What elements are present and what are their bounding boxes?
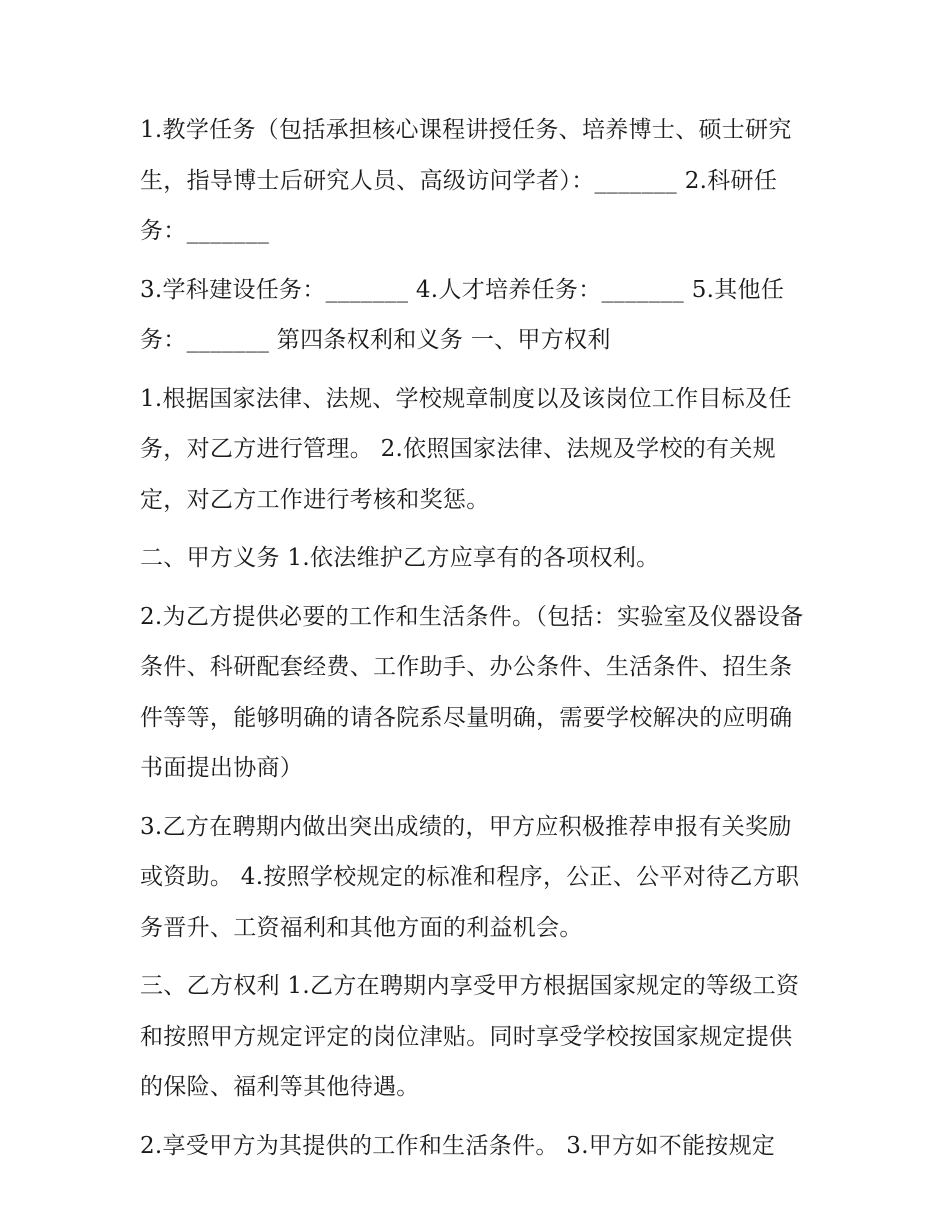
paragraph-party-b-conditions: 2.享受甲方为其提供的工作和生活条件。 3.甲方如不能按规定 bbox=[140, 1132, 776, 1159]
paragraph-party-b-rights: 三、乙方权利 1.乙方在聘期内享受甲方根据国家规定的等级工资和按照甲方规定评定的岗位津贴。同时享受学校按国家规定提供的保险、福利等其他待遇。 bbox=[140, 973, 800, 1100]
paragraph-awards-promotion: 3.乙方在聘期内做出突出成绩的，甲方应积极推荐申报有关奖励或资助。 4.按照学校规定的标准和程序，公正、公平对待乙方职务晋升、工资福利和其他方面的利益机会。 bbox=[140, 813, 800, 941]
paragraph-teaching-research-tasks: 1.教学任务（包括承担核心课程讲授任务、培养博士、硕士研究生，指导博士后研究人员、高级访问学者）：_______ 2.科研任务：_______ bbox=[140, 117, 792, 244]
paragraph-party-a-rights: 1.根据国家法律、法规、学校规章制度以及该岗位工作目标及任务，对乙方进行管理。 2.依照国家法律、法规及学校的有关规定，对乙方工作进行考核和奖惩。 bbox=[140, 385, 792, 513]
paragraph-other-tasks-rights-heading: 3.学科建设任务：_______ 4.人才培养任务：_______ 5.其他任务：_______ 第四条权利和义务 一、甲方权利 bbox=[140, 276, 785, 353]
paragraph-party-a-obligations: 二、甲方义务 1.依法维护乙方应享有的各项权利。 bbox=[140, 545, 660, 571]
paragraph-working-conditions: 2.为乙方提供必要的工作和生活条件。（包括：实验室及仪器设备条件、科研配套经费、工作助手、办公条件、生活条件、招生条件等等，能够明确的请各院系尽量明确，需要学校解决的应明确书面提出协商） bbox=[140, 603, 804, 781]
document-body bbox=[140, 105, 812, 1179]
